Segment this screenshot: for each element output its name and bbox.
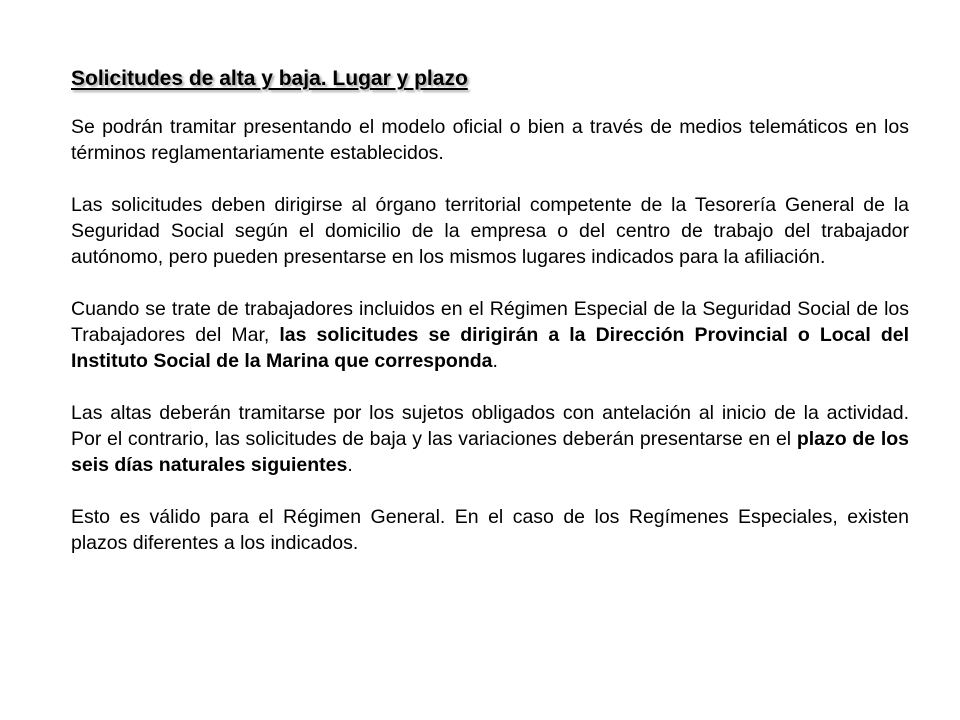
slide-content xyxy=(71,66,909,582)
paragraph-3-emphasis: las solicitudes se dirigirán a la Dirección Provincial o Local del Instituto Social de la Marina que corresponda xyxy=(71,324,909,373)
paragraph-3 xyxy=(71,296,909,374)
paragraph-3-text: Cuando se trate de trabajadores incluidos en el Régimen Especial de la Seguridad Social de los Trabajadores del Mar, xyxy=(71,298,909,347)
paragraph-1 xyxy=(71,114,909,166)
paragraph-4-end: . xyxy=(347,454,353,477)
paragraph-3-end: . xyxy=(492,350,498,373)
paragraph-1-text: Se podrán tramitar presentando el modelo oficial o bien a través de medios telemáticos en los términos reglamentariamente establecidos. xyxy=(71,116,909,165)
paragraph-4 xyxy=(71,400,909,478)
paragraph-4-text: Las altas deberán tramitarse por los sujetos obligados con antelación al inicio de la actividad. Por el contrario, las solicitudes de baja y las variaciones deberán presentarse en el xyxy=(71,402,909,451)
paragraph-2-text: Las solicitudes deben dirigirse al órgano territorial competente de la Tesorería General de la Seguridad Social según el domicilio de la empresa o del centro de trabajo del trabajador autónomo, pero pueden presentarse en los mismos lugares indicados para la afiliación. xyxy=(71,194,909,269)
page-title: Solicitudes de alta y baja. Lugar y plazo xyxy=(71,67,468,90)
paragraph-5 xyxy=(71,504,909,556)
paragraph-4-emphasis: plazo de los seis días naturales siguientes xyxy=(71,428,909,477)
paragraph-2 xyxy=(71,192,909,270)
paragraph-5-text: Esto es válido para el Régimen General. En el caso de los Regímenes Especiales, existen plazos diferentes a los indicados. xyxy=(71,506,909,555)
